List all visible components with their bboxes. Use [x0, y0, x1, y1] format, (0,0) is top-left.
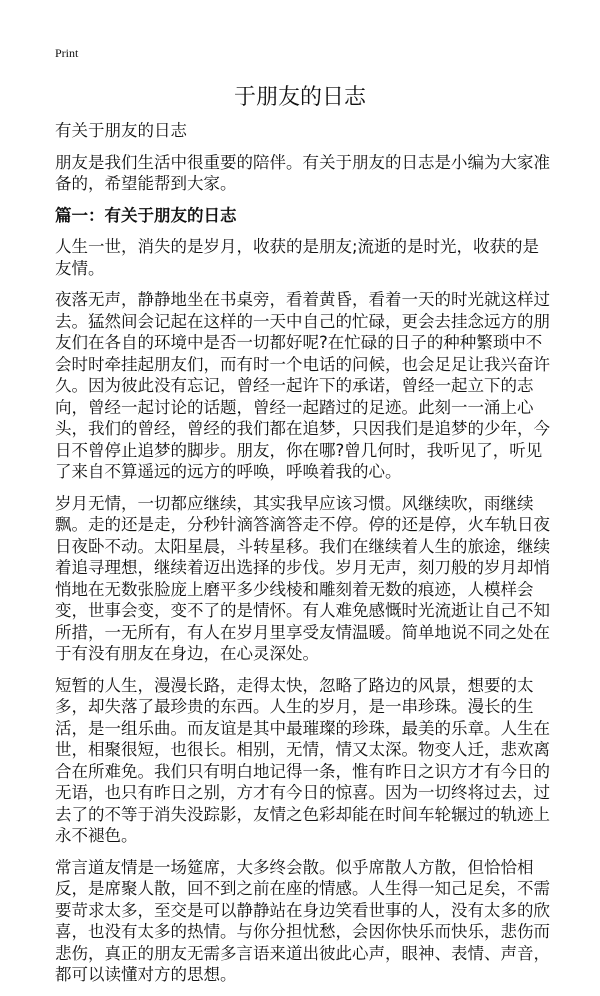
- section-heading: 篇一：有关于朋友的日志: [55, 205, 237, 225]
- paragraph: 岁月无情，一切都应继续，其实我早应该习惯。风继续吹，雨继续飘。走的还是走，分秒针滴答滴答走不停。停的还是停，火车轨日夜日夜卧不动。太阳星晨，斗转星移。我们在继续着人生的旅途，继续着追寻理想，继续着迈出选择的步伐。岁月无声，刻刀般的岁月却悄悄地在无数张脸庞上磨平多少线棱和雕刻着无数的痕迹，人模样会变，世事会变，变不了的是情怀。有人难免感慨时光流逝让自己不知所措，一无所有，有人在岁月里享受友情温暖。简单地说不同之处在于有没有朋友在身边，在心灵深处。: [55, 493, 550, 663]
- paragraph: 常言道友情是一场筵席，大多终会散。似乎席散人方散，但恰恰相反，是席聚人散，回不到之前在座的情感。人生得一知己足矣，不需要苛求太多，至交是可以静静站在身边笑看世事的人，没有太多的欣喜，也没有太多的热情。与你分担忧愁，会因你快乐而快乐，悲伤而悲伤，真正的朋友无需多言语来道出彼此心声，眼神、表情、声音，都可以读懂对方的思想。: [55, 857, 550, 984]
- print-link[interactable]: Print: [55, 46, 79, 60]
- intro-paragraph: 朋友是我们生活中很重要的陪伴。有关于朋友的日志是小编为大家准备的，希望能帮到大家。: [55, 152, 550, 193]
- page-title: 于朋友的日志: [233, 85, 366, 110]
- subtitle: 有关于朋友的日志: [55, 121, 187, 140]
- paragraph: 短暂的人生，漫漫长路，走得太快，忽略了路边的风景，想要的太多，却失落了最珍贵的东西。人生的岁月，是一串珍珠。漫长的生活，是一组乐曲。而友谊是其中最璀璨的珍珠，最美的乐章。人生在世，相聚很短，也很长。相别，无情，情又太深。物变人迁，悲欢离合在所难免。我们只有明白地记得一条，惟有昨日之识方才有今日的无语，也只有昨日之别，方才有今日的惊喜。因为一切终将过去，过去了的不等于消失没踪影，友情之色彩却能在时间车轮辗过的轨迹上永不褪色。: [55, 675, 550, 845]
- article-body: [55, 120, 552, 996]
- paragraph: 夜落无声，静静地坐在书桌旁，看着黄昏，看着一天的时光就这样过去。猛然间会记起在这样的一天中自己的忙碌，更会去挂念远方的朋友们在各自的环境中是否一切都好呢?在忙碌的日子的种种繁琐中不会时时牵挂起朋友们，而有时一个电话的问候，也会足足让我兴奋许久。因为彼此没有忘记，曾经一起许下的承诺，曾经一起立下的志向，曾经一起讨论的话题，曾经一起踏过的足迹。此刻一一涌上心头，我们的曾经，曾经的我们都在追梦，只因我们是追梦的少年，今日不曾停止追梦的脚步。朋友，你在哪?曾几何时，我听见了，听见了来自不算遥远的远方的呼唤，呼唤着我的心。: [55, 290, 550, 481]
- paragraph: 人生一世，消失的是岁月，收获的是朋友;流逝的是时光，收获的是友情。: [55, 237, 540, 278]
